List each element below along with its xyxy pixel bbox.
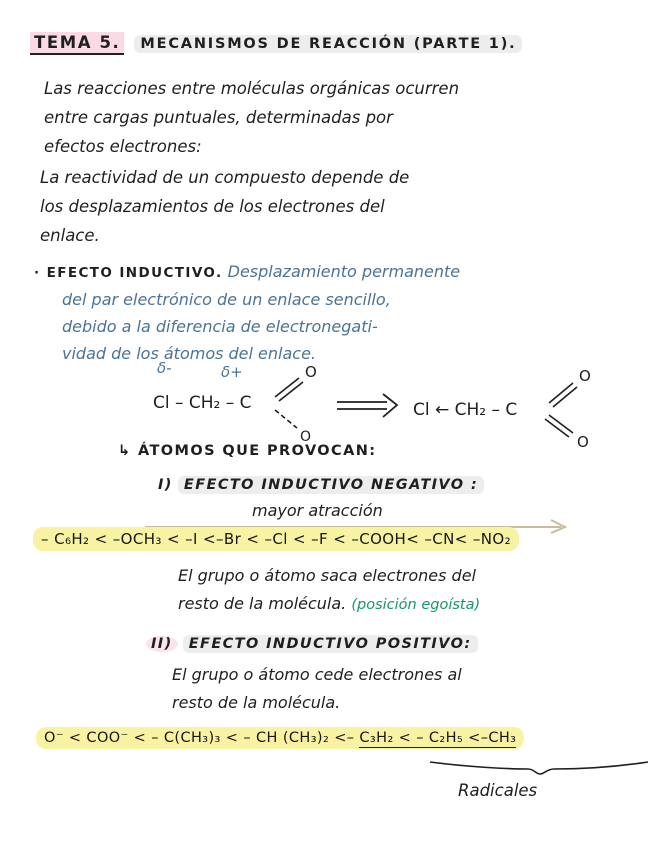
inductivo-line: vidad de los átomos del enlace. (62, 344, 317, 363)
oxygen-atom: O (577, 433, 589, 451)
positive-series-highlight (36, 727, 524, 746)
positivo-desc-line: El grupo o átomo cede electrones al (172, 665, 462, 684)
intro-paragraph (44, 74, 459, 161)
brace-path (430, 762, 648, 774)
inductivo-line: Desplazamiento permanente (227, 262, 461, 281)
radicals-brace (428, 756, 650, 778)
negativo-desc-line: El grupo o átomo saca electrones del (178, 566, 476, 585)
delta-minus-label: δ- (157, 359, 172, 377)
intro-line: efectos electrones: (44, 137, 202, 156)
negative-series: – C₆H₂ < –OCH₃ < –I <–Br < –Cl < –F < –COOH< –CN< –NO₂ (33, 527, 519, 551)
positivo-desc-line: resto de la molécula. (172, 693, 341, 712)
title-rest: MECANISMOS DE REACCIÓN (PARTE 1). (134, 35, 522, 53)
right-molecule-chain: Cl ← CH₂ – C (413, 400, 518, 420)
implies-arrow-head (383, 394, 397, 417)
left-molecule-chain: Cl – CH₂ – C (153, 393, 252, 413)
delta-plus-label: δ+ (221, 363, 243, 381)
positivo-heading-row (146, 633, 478, 652)
intro-line: entre cargas puntuales, determinadas por (44, 108, 393, 127)
positivo-heading: EFECTO INDUCTIVO POSITIVO: (183, 635, 478, 653)
negative-series-highlight (33, 529, 519, 548)
positive-series-radicals: C₃H₂ < – C₂H₅ <–CH₃ (359, 730, 517, 746)
inductivo-line: debido a la diferencia de electronegati- (62, 317, 378, 336)
negativo-description (178, 562, 480, 619)
inductivo-line: del par electrónico de un enlace sencillo, (62, 290, 391, 309)
negativo-desc-note: (posición egoísta) (351, 597, 481, 613)
reactividad-paragraph (40, 163, 409, 250)
oxygen-atom: O (305, 363, 317, 381)
negativo-numeral: I) (158, 477, 173, 493)
negativo-desc-line: resto de la molécula. (178, 594, 347, 613)
positivo-numeral: II) (146, 636, 178, 652)
atoms-heading: ↳ ÁTOMOS QUE PROVOCAN: (118, 443, 377, 459)
intro-line: Las reacciones entre moléculas orgánicas ocurren (44, 79, 460, 98)
radicales-label: Radicales (458, 781, 538, 800)
dashed-bond-line (275, 410, 297, 428)
attraction-arrow-label: mayor atracción (252, 501, 383, 520)
positivo-description (172, 661, 462, 717)
inductivo-definition (34, 257, 460, 367)
title-tema: TEMA 5. (30, 32, 124, 55)
oxygen-atom: O (579, 367, 591, 385)
negativo-heading-row (158, 474, 484, 493)
inductivo-bullet-label: · EFECTO INDUCTIVO. (34, 265, 223, 281)
reactividad-line: los desplazamientos de los electrones del (40, 197, 385, 216)
page-title (30, 32, 522, 55)
negativo-heading: EFECTO INDUCTIVO NEGATIVO : (178, 476, 484, 494)
positive-series-start: O⁻ < COO⁻ < – C(CH₃)₃ < – CH (CH₃)₂ <– (44, 730, 360, 746)
reactividad-line: enlace. (40, 226, 100, 245)
oxygen-atom: O (300, 429, 312, 445)
reactividad-line: La reactividad de un compuesto depende de (40, 168, 410, 187)
reaction-scheme (145, 355, 615, 451)
